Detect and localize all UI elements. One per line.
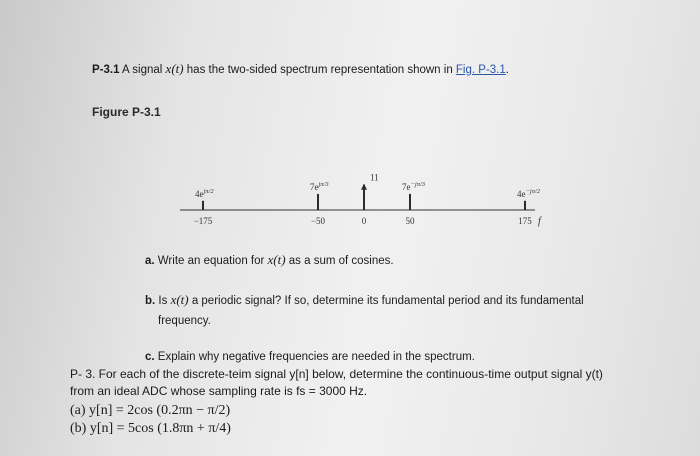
- question-b: [145, 292, 584, 308]
- frequency-tick-label: −50: [310, 216, 326, 226]
- phasor-label: 11: [370, 172, 379, 183]
- phasor-label: $4e^{j\pi/2}$: [195, 187, 214, 199]
- p3-part-a: (a) y[n] = 2cos (0.2πn − π/2): [70, 403, 231, 418]
- problem-text-before: A signal: [119, 64, 166, 76]
- problem-period: .: [505, 64, 509, 76]
- spectrum-plot: [180, 150, 550, 230]
- frequency-axis-label: f: [538, 216, 541, 227]
- question-b-text1: Is: [155, 295, 171, 307]
- question-a-signal: x(t): [267, 252, 286, 267]
- p3-part-b: (b) y[n] = 5cos (1.8πn + π/4): [70, 421, 231, 436]
- question-b-prefix: b.: [145, 295, 156, 307]
- question-c: [145, 351, 475, 363]
- figure-link[interactable]: Fig. P-3.1: [455, 64, 506, 76]
- phasor-label: $7e^{j\pi/3}$: [310, 180, 329, 192]
- problem-statement: [92, 61, 509, 77]
- frequency-tick-label: 175: [518, 216, 532, 226]
- frequency-tick-label: −175: [193, 216, 213, 226]
- question-b-text2: a periodic signal? If so, determine its fundamental period and its fundamental: [188, 295, 584, 307]
- question-c-text: Explain why negative frequencies are needed in the spectrum.: [154, 351, 475, 363]
- question-a-text2: as a sum of cosines.: [285, 255, 394, 267]
- question-a-prefix: a.: [145, 255, 155, 267]
- signal-symbol: x(t): [165, 61, 184, 76]
- p3-problem-line1: P- 3. For each of the discrete-teim signal y[n] below, determine the continuous-time output signal y(t): [70, 367, 603, 381]
- question-a: [145, 252, 394, 268]
- figure-label: Figure P-3.1: [92, 105, 161, 119]
- frequency-tick-label: 0: [361, 216, 367, 226]
- problem-text-after: has the two-sided spectrum representation shown in: [183, 64, 456, 76]
- question-b-signal: x(t): [170, 292, 189, 307]
- question-b-continued: frequency.: [158, 315, 211, 327]
- spectrum-arrowhead: [361, 184, 367, 190]
- frequency-tick-label: 50: [405, 216, 415, 226]
- p3-problem-line2: from an ideal ADC whose sampling rate is fs = 3000 Hz.: [70, 384, 368, 398]
- problem-number: P-3.1: [92, 64, 120, 76]
- question-c-prefix: c.: [145, 351, 155, 363]
- phasor-label: $4e^{-j\pi/2}$: [517, 187, 541, 199]
- question-a-text1: Write an equation for: [154, 255, 268, 267]
- phasor-label: $7e^{-j\pi/3}$: [402, 180, 426, 192]
